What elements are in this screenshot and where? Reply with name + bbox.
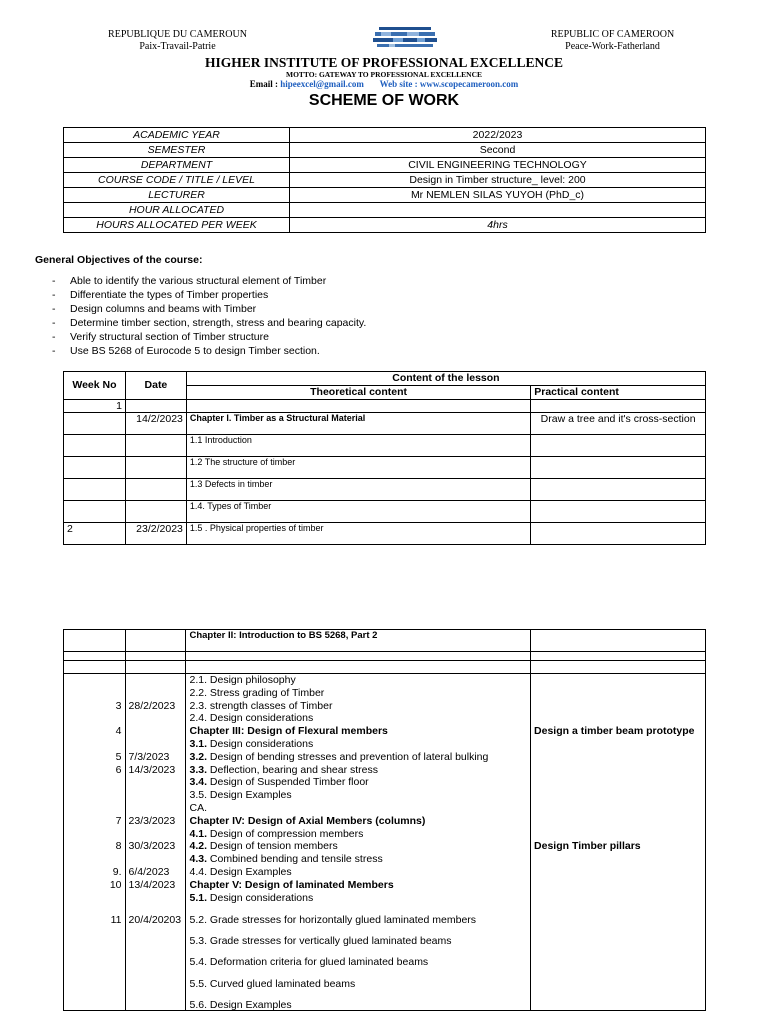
date-header: Date (125, 372, 186, 400)
header-left-line1: REPUBLIQUE DU CAMEROUN (108, 29, 247, 40)
cell-theory: 1.3 Defects in timber (186, 479, 530, 501)
info-row (64, 188, 706, 203)
practical-value (534, 989, 702, 1000)
theory-line-bold: Chapter IV: Design of Axial Members (columns) (189, 814, 426, 827)
week-value (67, 712, 122, 725)
theory-line (189, 738, 527, 751)
week-header: Week No (64, 372, 126, 400)
theory-line-bold: 3.3. (189, 763, 207, 776)
theory-line-bold: 3.2. (189, 750, 207, 763)
objective-text: Design columns and beams with Timber (70, 303, 257, 315)
date-value: 28/2/2023 (128, 699, 176, 712)
practical-value (534, 936, 702, 947)
table-row (64, 479, 706, 501)
bullet-dash: - (52, 289, 56, 301)
cell-date (125, 400, 186, 413)
cell-date (125, 501, 186, 523)
practical-value (534, 892, 702, 905)
table-cell (64, 661, 126, 674)
practical-value (534, 904, 702, 915)
cell-practical (531, 501, 706, 523)
date-value (129, 789, 183, 802)
cell-week (64, 501, 126, 523)
info-row (64, 218, 706, 233)
date-value (129, 687, 183, 700)
objectives-title: General Objectives of the course: (35, 254, 203, 266)
date-value: 7/3/2023 (128, 750, 170, 763)
practical-value (534, 700, 702, 713)
practical-column (531, 674, 706, 1011)
objective-text: Determine timber section, strength, stress and bearing capacity. (70, 317, 367, 329)
practical-value (534, 687, 702, 700)
date-value (129, 674, 183, 687)
table-cell (125, 661, 186, 674)
email-link[interactable]: hipeexcel@gmail.com (280, 79, 364, 89)
institution-logo-icon (373, 26, 437, 48)
table-cell (64, 630, 126, 652)
date-value (129, 957, 183, 968)
info-row (64, 203, 706, 218)
theory-line-bold: Chapter III: Design of Flexural members (189, 725, 388, 738)
theory-line (189, 776, 527, 789)
cell-date (125, 457, 186, 479)
theory-line (189, 687, 527, 700)
header-left-line2: Paix-Travail-Patrie (139, 41, 216, 52)
objective-text: Differentiate the types of Timber properties (70, 289, 269, 301)
theory-line (189, 815, 527, 828)
theory-line-bold: 4.1. (189, 827, 207, 840)
table-row (64, 435, 706, 457)
theory-line-text: Design of Suspended Timber floor (207, 776, 369, 789)
theory-line-text: 5.2. Grade stresses for horizontally glued laminated members (189, 913, 477, 926)
date-value: 14/3/2023 (128, 763, 176, 776)
practical-value (534, 947, 702, 958)
practical-value (534, 968, 702, 979)
date-value (129, 712, 183, 725)
week-value: 7 (115, 814, 122, 827)
date-value: 13/4/2023 (128, 878, 176, 891)
practical-value (534, 815, 702, 828)
table-cell (531, 630, 706, 652)
info-key: LECTURER (64, 188, 290, 203)
theory-line (189, 840, 527, 853)
week-value (67, 892, 122, 905)
date-value (129, 853, 183, 866)
info-row (64, 143, 706, 158)
schedule-table-2 (63, 629, 706, 1011)
week-value: 6 (115, 763, 122, 776)
objective-text: Able to identify the various structural element of Timber (70, 275, 327, 287)
table-cell (186, 661, 531, 674)
date-column (125, 674, 186, 1011)
theory-line-text: 5.4. Deformation criteria for glued laminated beams (189, 956, 429, 969)
practical-value (534, 738, 702, 751)
week-value (67, 828, 122, 841)
date-value: 20/4/20203 (128, 913, 182, 926)
practical-value (534, 915, 702, 926)
cell-practical (531, 435, 706, 457)
page-title: SCHEME OF WORK (308, 92, 460, 109)
theory-line-text: Design of tension members (207, 840, 338, 853)
theory-line (189, 936, 527, 947)
week-value: 3 (115, 699, 122, 712)
practical-value (534, 751, 702, 764)
week-value (67, 1000, 122, 1011)
practical-value (534, 979, 702, 990)
week-column (64, 674, 126, 1011)
header-right (535, 29, 690, 53)
week-value: 10 (109, 878, 122, 891)
info-row (64, 128, 706, 143)
theory-line (189, 866, 527, 879)
table-cell (64, 652, 126, 661)
cell-week: 1 (64, 400, 126, 413)
practical-value (534, 879, 702, 892)
table-row (64, 400, 706, 413)
week-value (67, 989, 122, 1000)
week-value (67, 687, 122, 700)
date-value (129, 725, 183, 738)
cell-practical (531, 400, 706, 413)
week-value: 8 (115, 840, 122, 853)
objective-item (52, 344, 366, 358)
date-value (129, 1000, 183, 1011)
theory-line (189, 802, 527, 815)
practical-value (534, 674, 702, 687)
theory-line (189, 828, 527, 841)
table-row (64, 457, 706, 479)
table-row (64, 501, 706, 523)
theory-line-text: Design of compression members (207, 827, 364, 840)
website-link[interactable]: www.scopecameroon.com (419, 79, 519, 89)
practical-value (534, 712, 702, 725)
date-value (129, 828, 183, 841)
info-row (64, 173, 706, 188)
table-cell (125, 652, 186, 661)
cell-date (125, 435, 186, 457)
info-key: SEMESTER (64, 143, 290, 158)
practical-value (534, 802, 702, 815)
theory-line-bold: 4.3. (189, 853, 207, 866)
week-value (67, 802, 122, 815)
info-key: COURSE CODE / TITLE / LEVEL (64, 173, 290, 188)
cell-practical (531, 479, 706, 501)
practical-value (534, 853, 702, 866)
cell-practical: Draw a tree and it's cross-section (531, 413, 706, 435)
table-cell (125, 630, 186, 652)
practical-value (534, 828, 702, 841)
info-value (290, 203, 706, 218)
theory-line-text: 5.5. Curved glued laminated beams (189, 977, 356, 990)
theory-line-bold: Chapter V: Design of laminated Members (189, 878, 394, 891)
table-cell (186, 652, 531, 661)
objective-item (52, 274, 366, 288)
week-value: 9. (112, 865, 122, 878)
date-value (129, 892, 183, 905)
website-label: Web site : (379, 79, 418, 89)
bullet-dash: - (52, 303, 56, 315)
week-value (67, 979, 122, 990)
cell-week (64, 479, 126, 501)
objective-text: Use BS 5268 of Eurocode 5 to design Timber section. (70, 345, 320, 357)
cell-week (64, 435, 126, 457)
theory-line-text: Design considerations (207, 891, 314, 904)
theory-line (189, 879, 527, 892)
theory-line-text: Design of bending stresses and prevention of lateral bulking (207, 750, 489, 763)
info-row (64, 158, 706, 173)
theory-line-text: 2.1. Design philosophy (189, 674, 296, 686)
week-value (67, 853, 122, 866)
theory-line (189, 892, 527, 905)
objectives-list (52, 274, 366, 358)
table-cell (531, 652, 706, 661)
cell-theory: 1.2 The structure of timber (186, 457, 530, 479)
week-value: 11 (110, 913, 122, 926)
bullet-dash: - (52, 275, 56, 287)
theory-line-bold: 4.2. (189, 840, 207, 853)
date-value (129, 738, 183, 751)
theory-column (186, 674, 531, 1011)
chapter2-title: Chapter II: Introduction to BS 5268, Part 2 (186, 630, 531, 652)
theory-line (189, 751, 527, 764)
theory-line-text: 2.4. Design considerations (189, 712, 314, 725)
theory-line (189, 853, 527, 866)
theory-line (189, 674, 527, 687)
objective-text: Verify structural section of Timber structure (70, 331, 269, 343)
practical-value: Design a timber beam prototype (534, 725, 695, 738)
theory-line-text: 5.6. Design Examples (189, 998, 292, 1011)
date-value (129, 802, 183, 815)
cell-practical (531, 457, 706, 479)
info-key: HOURS ALLOCATED PER WEEK (64, 218, 290, 233)
theory-line (189, 789, 527, 802)
theory-line-bold: 3.1. (189, 737, 207, 750)
week-value (67, 776, 122, 789)
bullet-dash: - (52, 345, 56, 357)
header-right-line1: REPUBLIC OF CAMEROON (550, 29, 675, 40)
info-key: HOUR ALLOCATED (64, 203, 290, 218)
header-right-line2: Peace-Work-Fatherland (565, 41, 660, 52)
practical-value (534, 866, 702, 879)
date-value (129, 947, 183, 958)
content-header: Content of the lesson (186, 372, 705, 386)
email-label: Email : (249, 79, 279, 89)
info-key: ACADEMIC YEAR (64, 128, 290, 143)
cell-week (64, 457, 126, 479)
theory-line-text: Design considerations (207, 737, 314, 750)
theory-line-bold: 5.1. (189, 891, 207, 904)
practical-value (534, 957, 702, 968)
date-value (129, 926, 183, 937)
week-value (67, 968, 122, 979)
date-value (129, 979, 183, 990)
bullet-dash: - (52, 331, 56, 343)
info-key: DEPARTMENT (64, 158, 290, 173)
date-value (129, 776, 183, 789)
theory-line-text: Deflection, bearing and shear stress (207, 763, 379, 776)
theory-line-bold: 3.4. (189, 776, 207, 789)
date-value: 6/4/2023 (128, 865, 170, 878)
theory-line (189, 725, 527, 738)
info-value: Second (290, 143, 706, 158)
practical-value (534, 926, 702, 937)
practical-header: Practical content (531, 386, 706, 400)
objective-item (52, 302, 366, 316)
week-value (67, 947, 122, 958)
date-value (129, 936, 183, 947)
date-value: 30/3/2023 (128, 840, 176, 853)
objective-item (52, 316, 366, 330)
info-value: Mr NEMLEN SILAS YUYOH (PhD_c) (290, 188, 706, 203)
cell-date: 14/2/2023 (125, 413, 186, 435)
theory-line-text: 4.4. Design Examples (189, 865, 292, 878)
cell-week (64, 413, 126, 435)
schedule-table-1 (63, 371, 706, 545)
theory-line-text: 2.2. Stress grading of Timber (189, 686, 325, 699)
course-info-table (63, 127, 706, 233)
cell-date: 23/2/2023 (125, 523, 186, 545)
table-cell (531, 661, 706, 674)
practical-value (534, 764, 702, 777)
date-value: 23/3/2023 (128, 814, 176, 827)
week-value (67, 957, 122, 968)
date-value (129, 968, 183, 979)
theory-line (189, 957, 527, 968)
theory-line (189, 1000, 527, 1011)
week-value (67, 789, 122, 802)
cell-theory: 1.4. Types of Timber (186, 501, 530, 523)
institution-name: HIGHER INSTITUTE OF PROFESSIONAL EXCELLENCE (204, 55, 564, 70)
practical-value (534, 789, 702, 802)
theory-line-text: 5.3. Grade stresses for vertically glued laminated beams (189, 935, 452, 948)
week-value: 4 (115, 725, 122, 738)
theory-line (189, 700, 527, 713)
contact-line (0, 79, 768, 89)
table-row (64, 413, 706, 435)
date-value (129, 989, 183, 1000)
table-row (64, 523, 706, 545)
practical-value: Design Timber pillars (534, 840, 641, 853)
theory-line (189, 979, 527, 990)
practical-value (534, 1000, 702, 1011)
info-value: 4hrs (290, 218, 706, 233)
cell-theory: 1.1 Introduction (186, 435, 530, 457)
motto: MOTTO: GATEWAY TO PROFESSIONAL EXCELLENCE (285, 70, 483, 79)
theory-line (189, 915, 527, 926)
cell-week: 2 (64, 523, 126, 545)
info-value: Design in Timber structure_ level: 200 (290, 173, 706, 188)
header-left (100, 29, 255, 53)
cell-theory: Chapter I. Timber as a Structural Material (186, 413, 530, 435)
theory-line-text: 2.3. strength classes of Timber (189, 699, 333, 712)
theory-line (189, 712, 527, 725)
cell-theory: 1.5 . Physical properties of timber (186, 523, 530, 545)
objective-item (52, 330, 366, 344)
theory-line-text: CA. (189, 801, 207, 814)
bullet-dash: - (52, 317, 56, 329)
cell-date (125, 479, 186, 501)
cell-practical (531, 523, 706, 545)
cell-theory (186, 400, 530, 413)
theory-line-text: 3.5. Design Examples (189, 789, 292, 802)
info-value: 2022/2023 (290, 128, 706, 143)
week-value (67, 926, 122, 937)
week-value (67, 738, 122, 751)
theory-line (189, 764, 527, 777)
objective-item (52, 288, 366, 302)
practical-value (534, 776, 702, 789)
week-value (67, 936, 122, 947)
week-value: 5 (115, 750, 122, 763)
theoretical-header: Theoretical content (186, 386, 530, 400)
info-value: CIVIL ENGINEERING TECHNOLOGY (290, 158, 706, 173)
theory-line-text: Combined bending and tensile stress (207, 853, 383, 866)
week-value (67, 674, 122, 687)
